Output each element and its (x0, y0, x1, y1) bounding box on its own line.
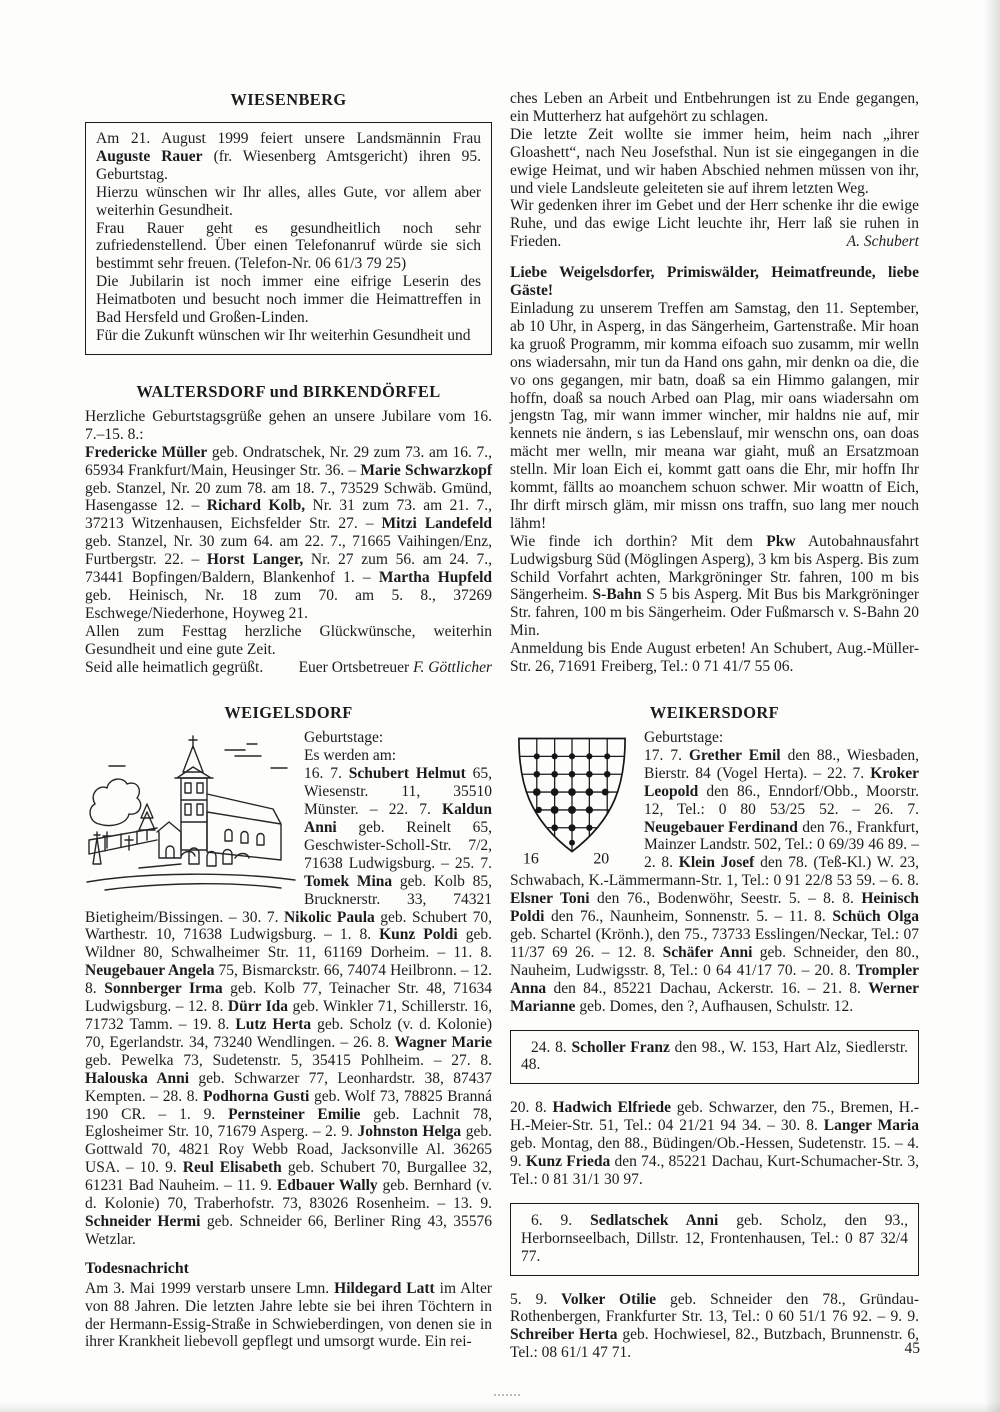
section-wiesenberg (85, 90, 492, 355)
section-weikersdorf (510, 703, 919, 1362)
scan-artifact (494, 1394, 520, 1396)
paragraph: Herzliche Geburtstagsgrüße gehen an unsere Jubilare vom 16. 7.–15. 8.: (85, 407, 492, 443)
scan-edge-shadow (984, 0, 1000, 1412)
paragraph: Am 3. Mai 1999 verstarb unsere Lmn. Hildegard Latt im Alter von 88 Jahren. Die letzten Jahre lebte sie bei ihren Töchtern in der Hermann-Essig-Straße in Schwieberdingen, von denen sie in ihrer Krankheit liebevoll gepflegt und umsorgt wurde. Ein rei- (85, 1279, 492, 1351)
paragraph: 17. 7. Grether Emil den 88., Wiesbaden, Bierstr. 84 (Vogel Herta). – 22. 7. Kroker Leopold den 86., Enndorf/Obb., Moorstr. 12, Tel.: 0 80 53/25 52. – 26. 7. Neugebauer Ferdinand den 76., Frankfurt, Mainzer Landstr. 502, Tel.: 0 69/39 46 89. – 2. 8. Klein Josef den 78. (Teß-Kl.) W. 23, Schwabach, K.-Lämmermann-Str. 1, Tel.: 0 91 22/8 53 59. – 6. 8. Elsner Toni den 76., Bodenwöhr, Seestr. 5. – 8. 8. Heinisch Poldi den 76., Naunheim, Sonnenstr. 5. – 11. 8. Schüch Olga geb. Schartel (Krönh.), den 75., 73733 Esslingen/Neckar, Tel.: 07 11/37 69 26. – 12. 8. Schäfer Anni geb. Schneider, den 80., Nauheim, Ludwigsstr. 8, Tel.: 0 64 41/17 70. – 20. 8. Trompler Anna den 84., 85221 Dachau, Ackerstr. 16. – 21. 8. Werner Marianne geb. Domes, den ?, Aufhausen, Schulstr. 12. (510, 746, 920, 1015)
section-title-wiesenberg: WIESENBERG (230, 90, 347, 109)
section-weigelsdorf (85, 703, 492, 1351)
paragraph: Am 21. August 1999 feiert unsere Landsmännin Frau Auguste Rauer (fr. Wiesenberg Amtsgericht) ihren 95. Geburtstag. (96, 130, 481, 183)
paragraph: Frau Rauer geht es gesundheitlich noch sehr zufriedenstellend. Über einen Telefonanruf würde sie sich bestimmt sehr freuen. (Telefon-Nr. 06 61/3 79 25) (96, 219, 481, 273)
cloud-strokes (109, 744, 287, 768)
boxed-entry-scholler (510, 1030, 919, 1085)
crest-year-right: 20 (593, 850, 610, 868)
page-number: 45 (904, 1340, 920, 1357)
paragraph: Für die Zukunft wünschen wir Ihr weiterhin Gesundheit und (96, 326, 471, 344)
paragraph: 16. 7. Schubert Helmut 65, Wiesenstr. 11, 35510 Münster. – 22. 7. Kaldun Anni geb. Reinelt 65, Geschwister-Scholl-Str. 7/2, 71638 Ludwigsburg. – 25. 7. Tomek Mina geb. Kolb 85, Brucknerstr. 33, 74321 Bietigheim/Bissingen. – 30. 7. Nikolic Paula geb. Schubert 70, Warthestr. 10, 71638 Ludwigsburg. – 1. 8. Kunz Poldi geb. Wildner 80, Schwalheimer Str. 11, 61169 Dorheim. – 11. 8. Neugebauer Angela 75, Bismarckstr. 66, 74074 Heilbronn. – 12. 8. Sonnberger Irma geb. Kolb 77, Teinacher Str. 48, 71634 Ludwigsburg. – 12. 8. Dürr Ida geb. Winkler 71, Schillerstr. 16, 71732 Tamm. – 19. 8. Lutz Herta geb. Scholz (v. d. Kolonie) 70, Egerlandstr. 34, 73240 Wendlingen. – 26. 8. Wagner Marie geb. Pewelka 73, Sudetenstr. 5, 35415 Pohlheim. – 27. 8. Halouska Anni geb. Schwarzer 77, Leonhardstr. 38, 87437 Kempten. – 28. 8. Podhorna Gusti geb. Wolf 73, 78825 Branná 190 CR. – 1. 9. Pernsteiner Emilie geb. Lachnit 78, Eglosheimer Str. 10, 71679 Asperg. – 2. 9. Johnston Helga geb. Gottwald 70, 4821 Roy Webb Road, Jacksonville Al. 36265 USA. – 10. 9. Reul Elisabeth geb. Schubert 70, Burgallee 32, 61231 Bad Nauheim. – 11. 9. Edbauer Wally geb. Bernhard (v. d. Kolonie) 70, Traberhofstr. 73, 83026 Rosenheim. – 13. 9. Schneider Hermi geb. Schneider 66, Berliner Ring 43, 35576 Wetzlar. (85, 765, 493, 1248)
section-title-weigelsdorf: WEIGELSDORF (224, 703, 353, 723)
paragraph: 5. 9. Volker Otilie geb. Schneider den 78., Gründau-Rothenbergen, Frankfurter Str. 13, Tel.: 0 60 51/1 76 92. – 9. 9. Schreiber Herta geb. Hochwiesel, 82., Butzbach, Brunnenstr. 6, Tel.: 08 61/1 47 71. (510, 1290, 920, 1362)
paragraph: Die letzte Zeit wollte sie immer heim, heim nach „ihrer Gloashett“, nach Neu Josefsthal. Nun ist sie eingegangen in die ewige Heimat, und wir haben Abschied nehmen müssen von ihr, und viele Landsleute geleiteten sie auf ihrem letzten Weg. (510, 125, 919, 197)
crest-year-left: 16 (522, 850, 539, 868)
scan-bottom-shadow (0, 1402, 1000, 1412)
section-title-weikersdorf: WEIKERSDORF (649, 703, 780, 723)
section-invitation (510, 264, 919, 676)
paragraph: Wie finde ich dorthin? Mit dem Pkw Autobahnausfahrt Ludwigsburg Süd (Möglingen Asperg), 3 km bis Asperg. Bis zum Schild Vorfahrt achten, Markgröninger Str. fahren, 100 m bis Sängerheim. S-Bahn S 5 bis Asperg. Mit Bus bis Markgröninger Str. fahren, 100 m bis Sängerheim. Oder Fußmarsch v. S-Bahn 20 Min. (510, 532, 919, 640)
wiesenberg-box (85, 122, 492, 355)
paragraph: Die Jubilarin ist noch immer eine eifrige Leserin des Heimatboten und besucht noch immer die Heimattreffen in Bad Hersfeld und Großen-Linden. (96, 273, 481, 327)
section-title-waltersdorf: WALTERSDORF und BIRKENDÖRFEL (136, 381, 441, 401)
section-waltersdorf (85, 382, 492, 677)
signature-schubert: A. Schubert (846, 233, 919, 251)
paragraph: ches Leben an Arbeit und Entbehrungen ist zu Ende gegangen, ein Mutterherz hat aufgehört zu schlagen. (510, 90, 919, 125)
section-memoriam (510, 90, 919, 251)
left-column (85, 90, 492, 1351)
right-column (510, 90, 919, 1362)
paragraph: Fredericke Müller geb. Ondratschek, Nr. 29 zum 73. am 16. 7., 65934 Frankfurt/Main, Heusinger Str. 36. – Marie Schwarzkopf geb. Stanzel, Nr. 20 zum 78. am 18. 7., 73529 Schwäb. Gmünd, Hasengasse 12. – Richard Kolb, Nr. 31 zum 73. am 21. 7., 37213 Witzenhausen, Eichsfelder Str. 27. – Mitzi Landefeld geb. Stanzel, Nr. 30 zum 64. am 22. 7., 71665 Vaihingen/Enz, Furtbergstr. 22. – Horst Langer, Nr. 27 zum 56. am 24. 7., 73441 Bopfingen/Baldern, Blankenhof 1. – Martha Hupfeld geb. Heinisch, Nr. 18 zum 70. am 5. 8., 37269 Eschwege/Niederhone, Hoyweg 21. (85, 443, 493, 622)
geburtstage-label: Geburtstage: (644, 729, 724, 747)
paragraph: Hierzu wünschen wir Ihr alles, alles Gute, vor allem aber weiterhin Gesundheit. (96, 183, 481, 219)
church-illustration (85, 732, 297, 896)
paragraph: Allen zum Festtag herzliche Glückwünsche, weiterhin Gesundheit und eine gute Zeit. (85, 622, 492, 658)
paragraph: 20. 8. Hadwich Elfriede geb. Schwarzer, den 75., Bremen, H.-H.-Meier-Str. 51, Tel.: 04 21/21 94 34. – 30. 8. Langer Maria geb. Montag, den 88., Büdingen/Ob.-Hessen, Sudetenstr. 15. – 4. 9. Kunz Frieda den 74., 85221 Dachau, Kurt-Schumacher-Str. 3, Tel.: 0 81 31/1 30 97. (510, 1099, 919, 1188)
paragraph: Anmeldung bis Ende August erbeten! An Schubert, Aug.-Müller-Str. 26, 71691 Freiberg, Tel.: 0 71 41/7 55 06. (510, 640, 919, 676)
paragraph: Wir gedenken ihrer im Gebet und der Herr schenke ihr die ewige Ruhe, und das ewige Licht leuchte ihr, Herr laß sie ruhen in Frieden. (510, 197, 919, 251)
weigelsdorf-body (85, 729, 492, 1248)
boxed-entry-sedlatschek (510, 1203, 919, 1276)
weikersdorf-body (510, 729, 919, 1016)
subheading-todesnachricht: Todesnachricht (85, 1259, 189, 1277)
crest-illustration (510, 731, 634, 872)
greeting-line: Seid alle heimatlich gegrüßt. (85, 658, 264, 676)
es-werden-am-label: Es werden am: (304, 747, 397, 765)
invitation-salutation: Liebe Weigelsdorfer, Primiswälder, Heimatfreunde, liebe Gäste! (510, 264, 919, 300)
geburtstage-label: Geburtstage: (304, 729, 384, 747)
paragraph: 6. 9. Sedlatschek Anni geb. Scholz, den 93., Herbornseelbach, Dillstr. 12, Frontenhausen, Tel.: 0 87 32/4 77. (521, 1211, 909, 1265)
paragraph: Einladung zu unserem Treffen am Samstag, den 11. September, ab 10 Uhr, in Asperg, in das Sängerheim, Gartenstraße. Mir hoan ka gruoß Programm, mir komma eifoach suo zusamm, mir welln ons wiadersahn, mir tun da Hand ons gahn, mir denkn oa die, die vo ons gegangen, mir batn, doaß sa ein Himmo galangen, mir hoffn, doaß sa nouch Arbed oan Plag, mir oans wiadersahn om jengstn Tag, mir wann immer wincher, mir haldns nie auf, mir kennets nie ändern, s ias Lebenslauf, mir wenschn ons, oan doas mächt mer welln, mir meana war giaht, muß an Ersatzmoan stelln. Mir loan Eich ei, kommt gatt oans die Ehr, mir hoffn Ihr kommt, fällts ao moanchem schuon schwer. Mir woattn of Eich, Ihr dirft mirsch gläm, mir missn ons traffn, suo lang mer nouch lähm! (510, 299, 919, 532)
paragraph: 24. 8. Scholler Franz den 98., W. 153, Hart Alz, Siedlerstr. 48. (521, 1038, 909, 1074)
signature-goettlicher: Euer Ortsbetreuer F. Göttlicher (298, 658, 492, 676)
